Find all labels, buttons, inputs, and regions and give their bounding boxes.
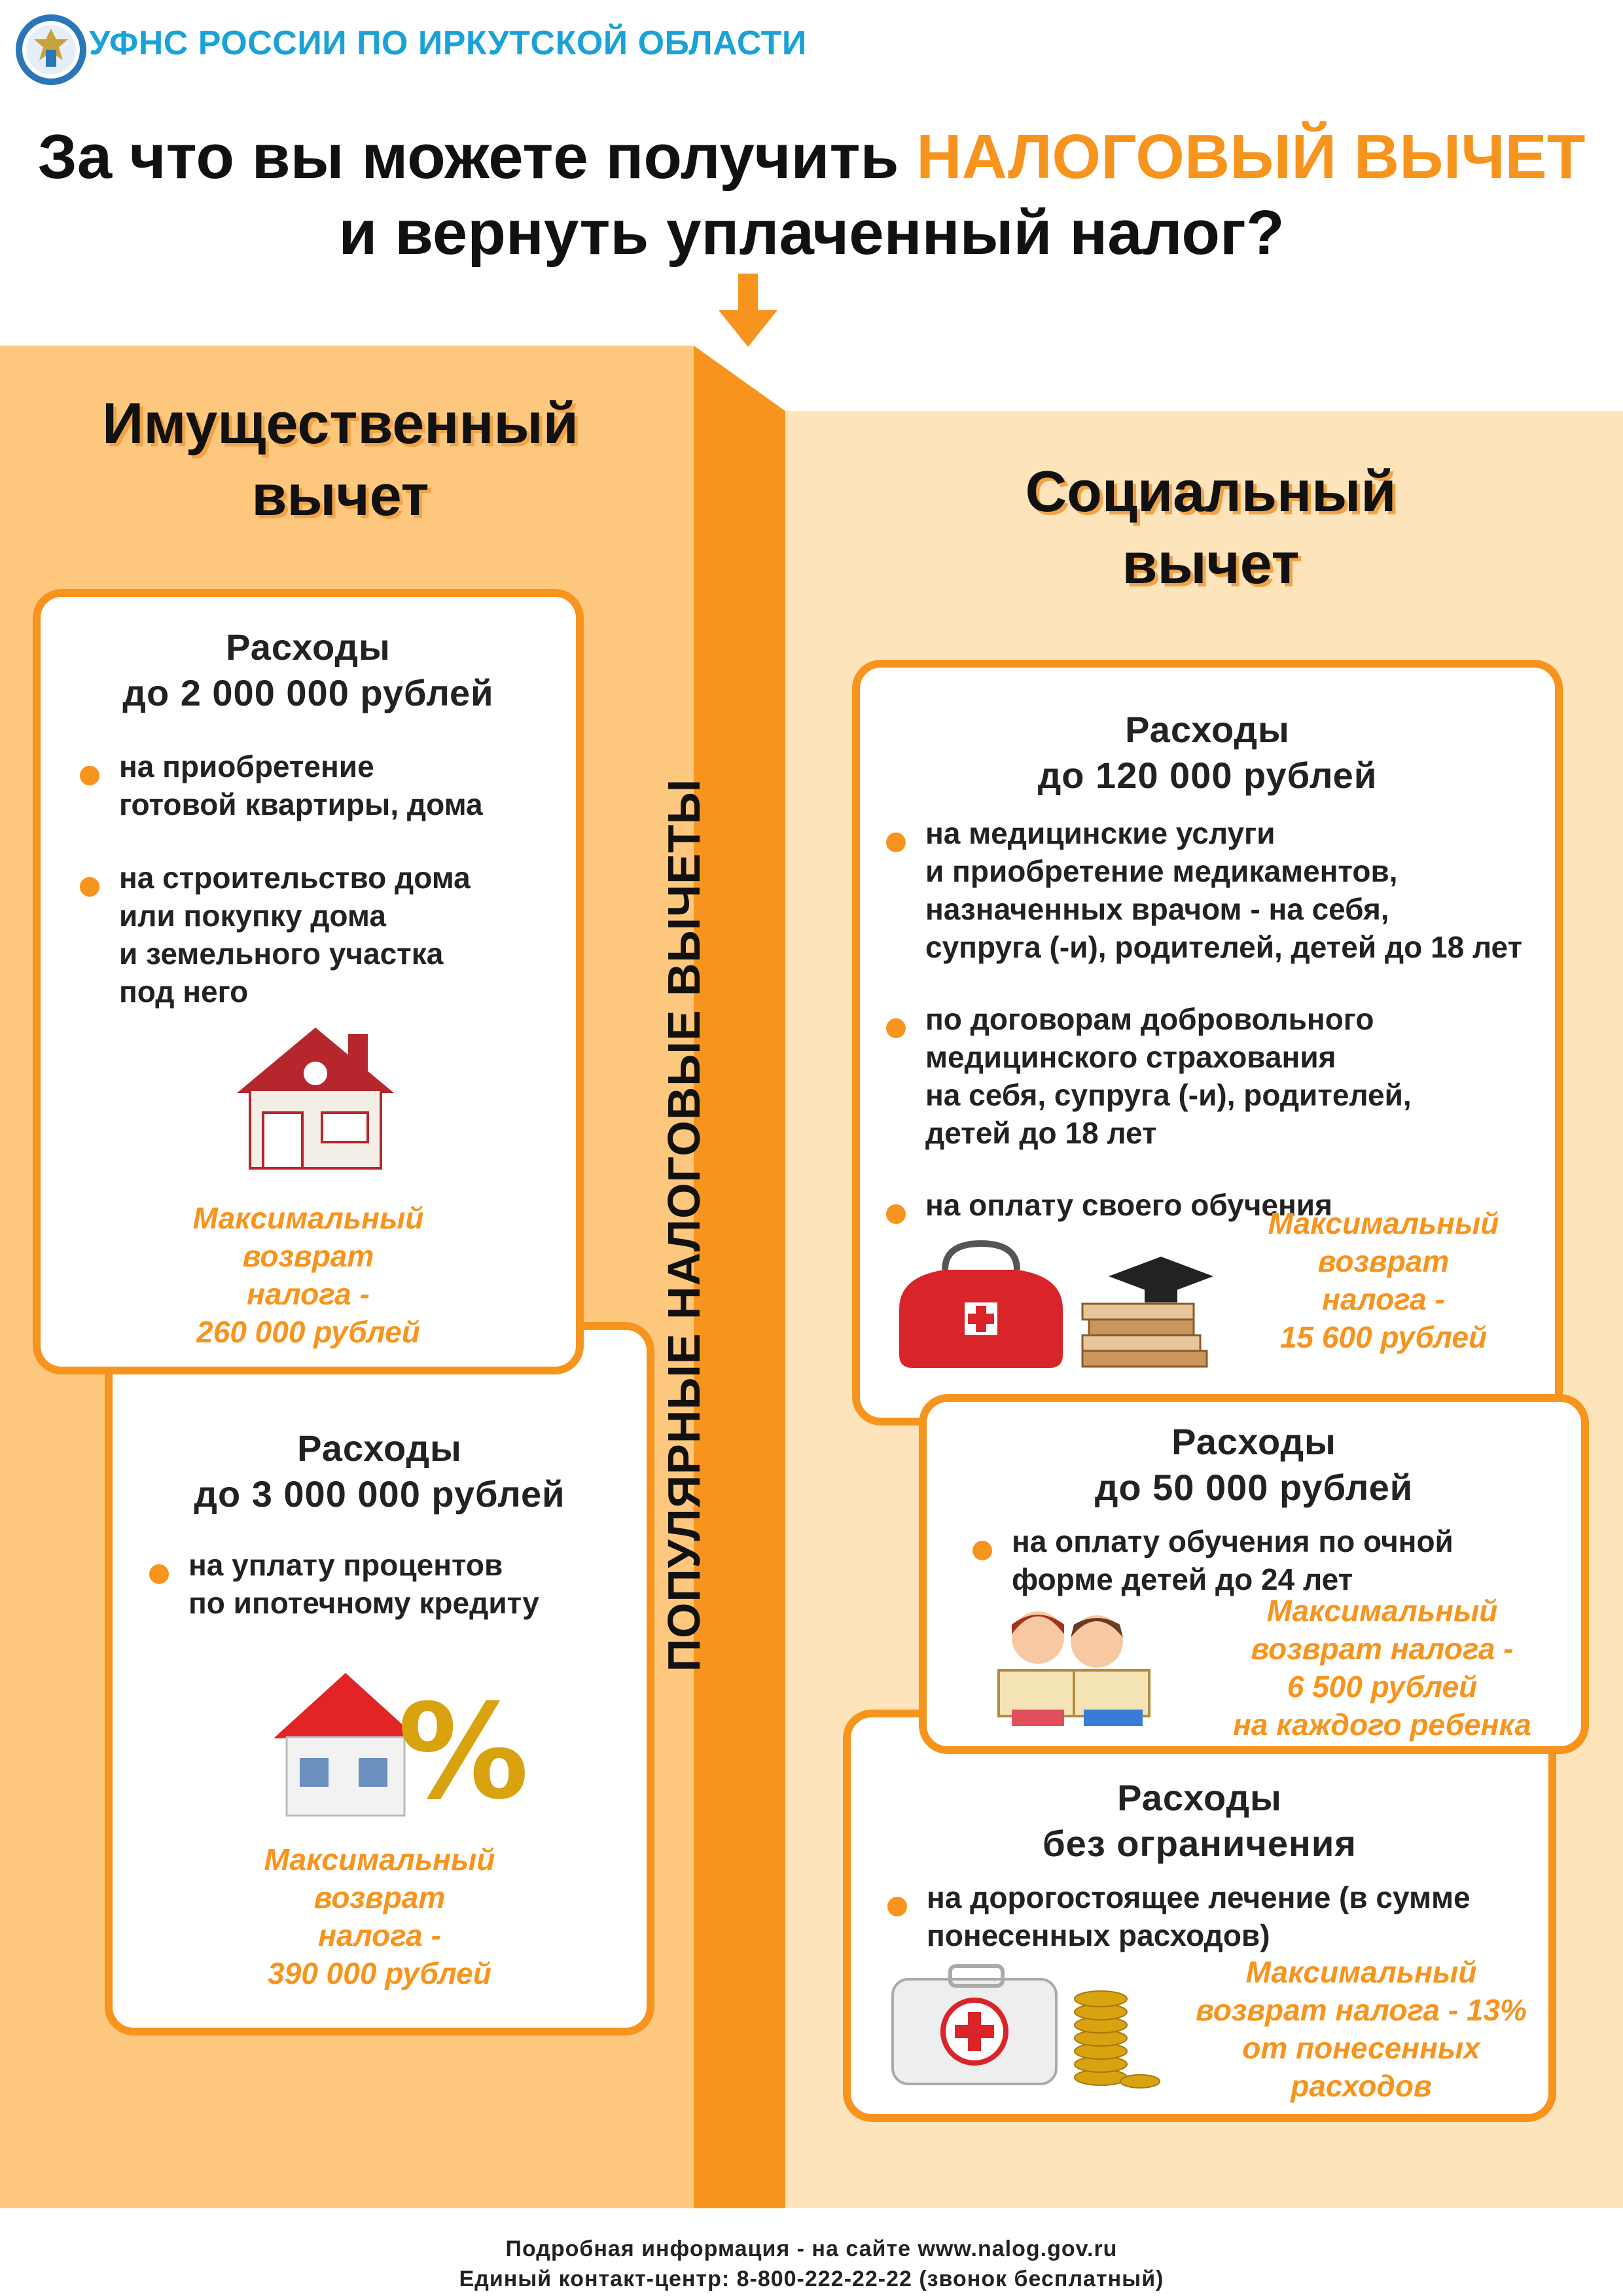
left-title-line2: вычет (251, 463, 429, 528)
expensive-treatment-card (843, 1710, 1556, 2122)
card-head: Расходы (1117, 1777, 1282, 1818)
list-item: на дорогостоящее лечение (в сумме понесенных расходов) (927, 1878, 1471, 1954)
card-head-amount: до 120 000 рублей (1037, 755, 1378, 796)
medical-education-card (852, 660, 1563, 1426)
card-head-amount: до 3 000 000 рублей (194, 1473, 565, 1515)
card-head: Расходы (226, 626, 391, 668)
card-head: Расходы (297, 1427, 462, 1469)
card-head: Расходы (1171, 1421, 1336, 1462)
house-icon (230, 1021, 401, 1172)
children-reading-icon (979, 1598, 1182, 1729)
max-return-text: Максимальный возврат налога - 15 600 рублей (1268, 1206, 1499, 1354)
max-return-text: Максимальный возврат налога - 6 500 рублей на каждого ребенка (1233, 1594, 1531, 1742)
bullet-dot (149, 1564, 169, 1584)
list-item: на уплату процентов по ипотечному кредиту (188, 1546, 539, 1622)
list-item: на строительство дома или покупку дома и земельного участка под него (119, 859, 471, 1011)
coins-icon (1075, 1991, 1160, 2088)
title-highlight: НАЛОГОВЫЙ ВЫЧЕТ (916, 122, 1586, 192)
right-title-line1: Социальный (1025, 459, 1397, 524)
first-aid-kit-icon (891, 1960, 1166, 2090)
footer-contact: Единый контакт-центр: 8-800-222-22-22 (звонок бесплатный) (459, 2267, 1164, 2291)
right-title-line2: вычет (1122, 531, 1300, 596)
list-item: по договорам добровольного медицинского страхования на себя, супруга (-и), родителей, детей до 18 лет (925, 1000, 1412, 1152)
list-item: на приобретение готовой квартиры, дома (119, 747, 483, 823)
card-head-amount: до 50 000 рублей (1094, 1467, 1414, 1508)
left-title-line1: Имущественный (102, 391, 579, 456)
children-education-card (919, 1394, 1589, 1754)
organization-name: УФНС РОССИИ ПО ИРКУТСКОЙ ОБЛАСТИ (89, 24, 807, 62)
list-item: на оплату своего обучения (925, 1186, 1332, 1224)
list-item: на медицинские услуги и приобретение медикаментов, назначенных врачом - на себя, супруга (-и), родителей, детей до 18 лет (925, 814, 1522, 966)
bullet-dot (972, 1541, 992, 1560)
page-title-line2: и вернуть уплаченный налог? (338, 198, 1285, 268)
svg-text:%: % (397, 1676, 529, 1823)
medical-bag-icon (886, 1230, 1213, 1381)
card-head-amount: без ограничения (1043, 1823, 1357, 1864)
bullet-dot (80, 766, 99, 785)
max-return-text: Максимальный возврат налога - 390 000 рублей (264, 1842, 495, 1990)
bullet-dot (887, 1897, 907, 1916)
title-prefix: За что вы можете получить (37, 122, 917, 192)
max-return-text: Максимальный возврат налога - 13% от понесенных расходов (1196, 1955, 1527, 2103)
max-return-text: Максимальный возврат налога - 260 000 рублей (192, 1201, 424, 1349)
bullet-dot (886, 1204, 906, 1224)
property-mortgage-card (105, 1322, 654, 2036)
bullet-dot (886, 1018, 906, 1038)
footer-info: Подробная информация - на сайте www.nalog.gov.ru (505, 2236, 1118, 2261)
property-purchase-card (33, 589, 584, 1374)
graduation-books-icon (1082, 1257, 1213, 1367)
card-head-amount: до 2 000 000 рублей (122, 672, 494, 713)
bullet-dot (886, 833, 906, 852)
house-percent-icon (260, 1660, 535, 1823)
list-item: на оплату обучения по очной форме детей до 24 лет (1012, 1522, 1454, 1598)
vertical-label: ПОПУЛЯРНЫЕ НАЛОГОВЫЕ ВЫЧЕТЫ (658, 778, 709, 1672)
bullet-dot (80, 877, 99, 897)
card-head: Расходы (1125, 709, 1290, 750)
